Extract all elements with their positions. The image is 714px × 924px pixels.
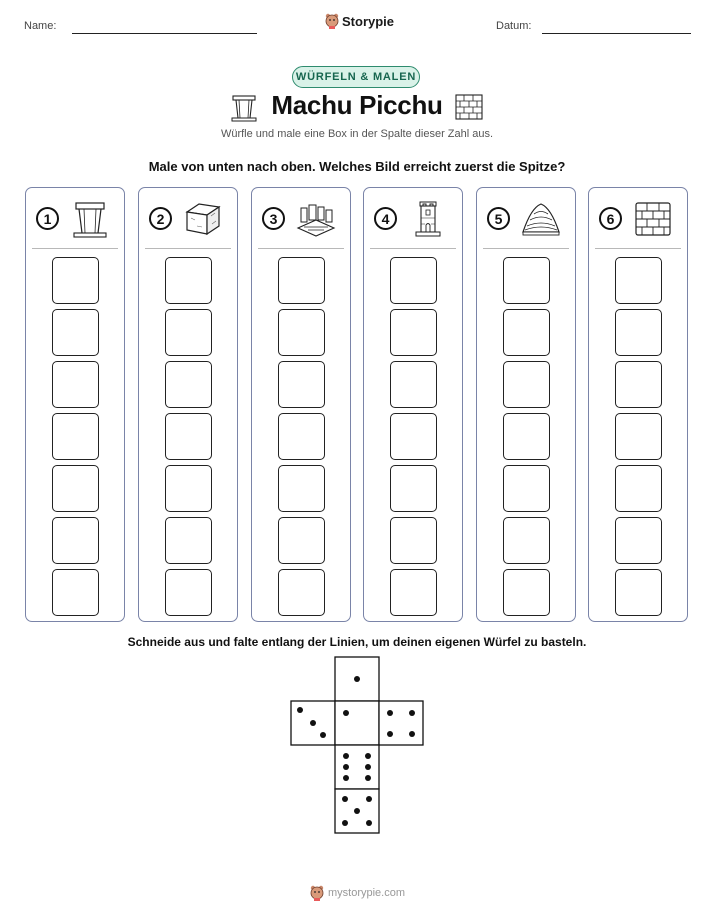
column-number: 2: [149, 207, 172, 230]
pip: [366, 820, 372, 826]
column-number: 1: [36, 207, 59, 230]
column-number: 4: [374, 207, 397, 230]
name-label: Name:: [24, 20, 57, 32]
pip: [320, 732, 326, 738]
pip: [365, 775, 371, 781]
brand-name: Storypie: [342, 13, 395, 29]
footer-brand: [310, 885, 405, 901]
pip: [343, 753, 349, 759]
page-title: Machu Picchu: [271, 90, 443, 120]
pip: [365, 764, 371, 770]
activity-badge: WÜRFELN & MALEN: [292, 66, 420, 88]
pip: [409, 710, 415, 716]
column-number: 5: [487, 207, 510, 230]
pip: [343, 710, 349, 716]
pip: [297, 707, 303, 713]
cut-instruction: Schneide aus und falte entlang der Linien, um deinen eigenen Würfel zu basteln.: [127, 635, 587, 649]
pip: [343, 775, 349, 781]
pip: [409, 731, 415, 737]
pip: [387, 731, 393, 737]
pip: [342, 796, 348, 802]
die-face-1-center: [335, 701, 379, 745]
pip: [366, 796, 372, 802]
question-text: Male von unten nach oben. Welches Bild erreicht zuerst die Spitze?: [148, 159, 566, 174]
pip: [354, 808, 360, 814]
pip: [310, 720, 316, 726]
pip: [365, 753, 371, 759]
pip: [387, 710, 393, 716]
column-number: 3: [262, 207, 285, 230]
pip: [343, 764, 349, 770]
column-number: 6: [599, 207, 622, 230]
storypie-mascot-icon: [310, 885, 324, 901]
pip: [354, 676, 360, 682]
instruction-text: Würfle und male eine Box in der Spalte dieser Zahl aus.: [220, 128, 494, 140]
die-face-6: [335, 745, 379, 789]
pip: [342, 820, 348, 826]
die-face-4: [379, 701, 423, 745]
date-label: Datum:: [496, 20, 532, 32]
footer-url: mystorypie.com: [328, 887, 406, 899]
